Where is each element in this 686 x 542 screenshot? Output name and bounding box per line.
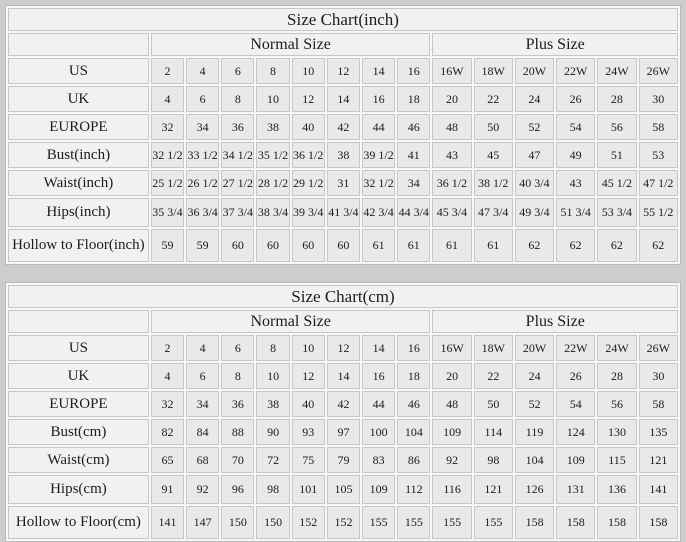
size-value-cell: 36 1/2 xyxy=(292,142,325,168)
size-value-cell: 4 xyxy=(151,363,184,389)
size-value-cell: 32 xyxy=(151,391,184,417)
row-label: EUROPE xyxy=(8,391,149,417)
size-value-cell: 26 xyxy=(556,86,595,112)
row-label: US xyxy=(8,335,149,361)
size-value-cell: 26W xyxy=(639,335,678,361)
row-label: US xyxy=(8,58,149,84)
size-value-cell: 109 xyxy=(432,419,471,445)
size-value-cell: 22 xyxy=(474,363,513,389)
size-value-cell: 62 xyxy=(597,229,636,262)
size-value-cell: 6 xyxy=(186,86,219,112)
size-value-cell: 46 xyxy=(397,114,430,140)
size-value-cell: 98 xyxy=(256,475,289,504)
size-value-cell: 152 xyxy=(327,506,360,539)
table-row xyxy=(8,506,678,539)
row-label: Hips(inch) xyxy=(8,198,149,227)
size-value-cell: 38 xyxy=(256,391,289,417)
size-value-cell: 28 xyxy=(597,86,636,112)
size-value-cell: 47 3/4 xyxy=(474,198,513,227)
size-value-cell: 2 xyxy=(151,58,184,84)
size-value-cell: 52 xyxy=(515,391,554,417)
size-value-cell: 56 xyxy=(597,114,636,140)
size-value-cell: 61 xyxy=(474,229,513,262)
size-value-cell: 38 xyxy=(327,142,360,168)
group-header-plus-size: Plus Size xyxy=(432,310,678,333)
table-row xyxy=(8,170,678,196)
table-title-row xyxy=(8,285,678,308)
size-value-cell: 24W xyxy=(597,58,636,84)
size-value-cell: 53 3/4 xyxy=(597,198,636,227)
size-value-cell: 44 xyxy=(362,114,395,140)
size-value-cell: 68 xyxy=(186,447,219,473)
row-label: EUROPE xyxy=(8,114,149,140)
group-header-row xyxy=(8,33,678,56)
size-value-cell: 58 xyxy=(639,391,678,417)
size-value-cell: 54 xyxy=(556,114,595,140)
size-value-cell: 49 xyxy=(556,142,595,168)
size-value-cell: 39 3/4 xyxy=(292,198,325,227)
size-value-cell: 98 xyxy=(474,447,513,473)
size-value-cell: 90 xyxy=(256,419,289,445)
size-value-cell: 44 3/4 xyxy=(397,198,430,227)
table-row xyxy=(8,114,678,140)
size-value-cell: 6 xyxy=(221,58,254,84)
size-value-cell: 4 xyxy=(186,335,219,361)
size-value-cell: 147 xyxy=(186,506,219,539)
size-value-cell: 36 1/2 xyxy=(432,170,471,196)
size-value-cell: 91 xyxy=(151,475,184,504)
size-chart-inch-table xyxy=(5,5,681,265)
size-value-cell: 115 xyxy=(597,447,636,473)
size-value-cell: 82 xyxy=(151,419,184,445)
size-value-cell: 48 xyxy=(432,391,471,417)
size-value-cell: 34 1/2 xyxy=(221,142,254,168)
table-row xyxy=(8,447,678,473)
size-value-cell: 101 xyxy=(292,475,325,504)
size-value-cell: 59 xyxy=(151,229,184,262)
size-value-cell: 60 xyxy=(327,229,360,262)
size-value-cell: 20W xyxy=(515,335,554,361)
size-value-cell: 16 xyxy=(397,58,430,84)
size-value-cell: 38 3/4 xyxy=(256,198,289,227)
size-value-cell: 35 3/4 xyxy=(151,198,184,227)
row-label: UK xyxy=(8,86,149,112)
size-value-cell: 42 3/4 xyxy=(362,198,395,227)
size-value-cell: 12 xyxy=(327,58,360,84)
size-value-cell: 135 xyxy=(639,419,678,445)
row-label: Waist(cm) xyxy=(8,447,149,473)
size-value-cell: 40 xyxy=(292,114,325,140)
size-value-cell: 152 xyxy=(292,506,325,539)
corner-cell xyxy=(8,33,149,56)
size-value-cell: 51 3/4 xyxy=(556,198,595,227)
table-row xyxy=(8,363,678,389)
row-label: Waist(inch) xyxy=(8,170,149,196)
size-value-cell: 62 xyxy=(639,229,678,262)
size-value-cell: 22W xyxy=(556,58,595,84)
size-value-cell: 14 xyxy=(362,58,395,84)
group-header-row xyxy=(8,310,678,333)
size-value-cell: 55 1/2 xyxy=(639,198,678,227)
size-value-cell: 31 xyxy=(327,170,360,196)
size-value-cell: 39 1/2 xyxy=(362,142,395,168)
size-value-cell: 43 xyxy=(432,142,471,168)
size-value-cell: 24W xyxy=(597,335,636,361)
size-value-cell: 126 xyxy=(515,475,554,504)
size-value-cell: 47 1/2 xyxy=(639,170,678,196)
size-value-cell: 20 xyxy=(432,363,471,389)
size-value-cell: 47 xyxy=(515,142,554,168)
size-value-cell: 6 xyxy=(186,363,219,389)
size-value-cell: 32 1/2 xyxy=(151,142,184,168)
size-value-cell: 88 xyxy=(221,419,254,445)
size-value-cell: 28 1/2 xyxy=(256,170,289,196)
size-value-cell: 70 xyxy=(221,447,254,473)
size-value-cell: 16 xyxy=(397,335,430,361)
size-value-cell: 42 xyxy=(327,114,360,140)
size-value-cell: 150 xyxy=(256,506,289,539)
group-header-normal-size: Normal Size xyxy=(151,310,431,333)
table-row xyxy=(8,229,678,262)
size-value-cell: 40 xyxy=(292,391,325,417)
size-value-cell: 60 xyxy=(256,229,289,262)
size-value-cell: 24 xyxy=(515,86,554,112)
size-value-cell: 36 3/4 xyxy=(186,198,219,227)
size-value-cell: 121 xyxy=(639,447,678,473)
size-value-cell: 36 xyxy=(221,114,254,140)
size-value-cell: 34 xyxy=(397,170,430,196)
size-value-cell: 83 xyxy=(362,447,395,473)
size-value-cell: 20 xyxy=(432,86,471,112)
size-value-cell: 61 xyxy=(362,229,395,262)
size-value-cell: 104 xyxy=(397,419,430,445)
size-value-cell: 109 xyxy=(362,475,395,504)
size-value-cell: 53 xyxy=(639,142,678,168)
size-value-cell: 56 xyxy=(597,391,636,417)
size-value-cell: 10 xyxy=(256,363,289,389)
size-value-cell: 124 xyxy=(556,419,595,445)
size-value-cell: 79 xyxy=(327,447,360,473)
size-value-cell: 114 xyxy=(474,419,513,445)
size-value-cell: 92 xyxy=(432,447,471,473)
size-value-cell: 51 xyxy=(597,142,636,168)
size-value-cell: 158 xyxy=(556,506,595,539)
size-value-cell: 34 xyxy=(186,114,219,140)
size-value-cell: 50 xyxy=(474,114,513,140)
size-value-cell: 46 xyxy=(397,391,430,417)
group-header-normal-size: Normal Size xyxy=(151,33,431,56)
size-value-cell: 104 xyxy=(515,447,554,473)
size-value-cell: 119 xyxy=(515,419,554,445)
size-value-cell: 52 xyxy=(515,114,554,140)
size-value-cell: 33 1/2 xyxy=(186,142,219,168)
size-value-cell: 62 xyxy=(515,229,554,262)
table-title: Size Chart(inch) xyxy=(8,8,678,31)
size-value-cell: 72 xyxy=(256,447,289,473)
size-value-cell: 38 1/2 xyxy=(474,170,513,196)
size-value-cell: 32 xyxy=(151,114,184,140)
size-value-cell: 26 xyxy=(556,363,595,389)
size-value-cell: 150 xyxy=(221,506,254,539)
table-title: Size Chart(cm) xyxy=(8,285,678,308)
size-value-cell: 84 xyxy=(186,419,219,445)
table-row xyxy=(8,335,678,361)
size-value-cell: 24 xyxy=(515,363,554,389)
size-value-cell: 116 xyxy=(432,475,471,504)
size-value-cell: 10 xyxy=(292,335,325,361)
table-row xyxy=(8,475,678,504)
table-title-row xyxy=(8,8,678,31)
size-value-cell: 20W xyxy=(515,58,554,84)
size-value-cell: 61 xyxy=(397,229,430,262)
size-value-cell: 41 xyxy=(397,142,430,168)
size-value-cell: 141 xyxy=(639,475,678,504)
size-value-cell: 26 1/2 xyxy=(186,170,219,196)
size-value-cell: 75 xyxy=(292,447,325,473)
size-value-cell: 22 xyxy=(474,86,513,112)
size-value-cell: 158 xyxy=(597,506,636,539)
size-value-cell: 58 xyxy=(639,114,678,140)
size-value-cell: 27 1/2 xyxy=(221,170,254,196)
size-value-cell: 8 xyxy=(256,58,289,84)
size-value-cell: 10 xyxy=(256,86,289,112)
size-value-cell: 22W xyxy=(556,335,595,361)
size-value-cell: 37 3/4 xyxy=(221,198,254,227)
size-value-cell: 32 1/2 xyxy=(362,170,395,196)
table-row xyxy=(8,198,678,227)
size-value-cell: 155 xyxy=(474,506,513,539)
size-value-cell: 42 xyxy=(327,391,360,417)
size-value-cell: 130 xyxy=(597,419,636,445)
size-value-cell: 112 xyxy=(397,475,430,504)
row-label: Bust(inch) xyxy=(8,142,149,168)
size-value-cell: 59 xyxy=(186,229,219,262)
size-value-cell: 49 3/4 xyxy=(515,198,554,227)
size-value-cell: 48 xyxy=(432,114,471,140)
size-value-cell: 40 3/4 xyxy=(515,170,554,196)
size-value-cell: 41 3/4 xyxy=(327,198,360,227)
size-value-cell: 105 xyxy=(327,475,360,504)
size-value-cell: 16 xyxy=(362,363,395,389)
size-value-cell: 36 xyxy=(221,391,254,417)
table-row xyxy=(8,86,678,112)
row-label: Hollow to Floor(inch) xyxy=(8,229,149,262)
size-value-cell: 45 1/2 xyxy=(597,170,636,196)
size-value-cell: 62 xyxy=(556,229,595,262)
size-value-cell: 65 xyxy=(151,447,184,473)
size-value-cell: 35 1/2 xyxy=(256,142,289,168)
size-value-cell: 43 xyxy=(556,170,595,196)
size-value-cell: 45 xyxy=(474,142,513,168)
size-value-cell: 16W xyxy=(432,335,471,361)
row-label: Hips(cm) xyxy=(8,475,149,504)
size-value-cell: 30 xyxy=(639,363,678,389)
size-value-cell: 38 xyxy=(256,114,289,140)
size-value-cell: 45 3/4 xyxy=(432,198,471,227)
size-value-cell: 96 xyxy=(221,475,254,504)
size-value-cell: 92 xyxy=(186,475,219,504)
size-value-cell: 60 xyxy=(221,229,254,262)
size-value-cell: 18 xyxy=(397,86,430,112)
size-value-cell: 61 xyxy=(432,229,471,262)
row-label: Bust(cm) xyxy=(8,419,149,445)
table-row xyxy=(8,391,678,417)
size-value-cell: 6 xyxy=(221,335,254,361)
size-value-cell: 8 xyxy=(221,363,254,389)
row-label: Hollow to Floor(cm) xyxy=(8,506,149,539)
size-value-cell: 25 1/2 xyxy=(151,170,184,196)
size-chart-cm-table xyxy=(5,282,681,542)
size-value-cell: 8 xyxy=(256,335,289,361)
size-value-cell: 12 xyxy=(292,363,325,389)
size-value-cell: 16W xyxy=(432,58,471,84)
size-value-cell: 54 xyxy=(556,391,595,417)
size-value-cell: 18 xyxy=(397,363,430,389)
size-value-cell: 141 xyxy=(151,506,184,539)
table-row xyxy=(8,58,678,84)
size-value-cell: 4 xyxy=(186,58,219,84)
size-value-cell: 97 xyxy=(327,419,360,445)
size-value-cell: 18W xyxy=(474,335,513,361)
size-value-cell: 50 xyxy=(474,391,513,417)
size-value-cell: 100 xyxy=(362,419,395,445)
size-value-cell: 86 xyxy=(397,447,430,473)
size-value-cell: 155 xyxy=(362,506,395,539)
size-value-cell: 26W xyxy=(639,58,678,84)
size-value-cell: 12 xyxy=(292,86,325,112)
size-value-cell: 158 xyxy=(515,506,554,539)
size-value-cell: 136 xyxy=(597,475,636,504)
corner-cell xyxy=(8,310,149,333)
size-value-cell: 44 xyxy=(362,391,395,417)
size-value-cell: 155 xyxy=(432,506,471,539)
size-value-cell: 93 xyxy=(292,419,325,445)
table-row xyxy=(8,419,678,445)
size-value-cell: 4 xyxy=(151,86,184,112)
size-value-cell: 14 xyxy=(327,363,360,389)
size-value-cell: 8 xyxy=(221,86,254,112)
size-value-cell: 60 xyxy=(292,229,325,262)
size-value-cell: 158 xyxy=(639,506,678,539)
size-value-cell: 2 xyxy=(151,335,184,361)
size-value-cell: 16 xyxy=(362,86,395,112)
table-row xyxy=(8,142,678,168)
size-value-cell: 10 xyxy=(292,58,325,84)
size-value-cell: 155 xyxy=(397,506,430,539)
size-value-cell: 12 xyxy=(327,335,360,361)
size-value-cell: 14 xyxy=(362,335,395,361)
size-value-cell: 18W xyxy=(474,58,513,84)
row-label: UK xyxy=(8,363,149,389)
size-value-cell: 14 xyxy=(327,86,360,112)
size-value-cell: 109 xyxy=(556,447,595,473)
size-value-cell: 34 xyxy=(186,391,219,417)
size-value-cell: 28 xyxy=(597,363,636,389)
size-value-cell: 131 xyxy=(556,475,595,504)
size-value-cell: 121 xyxy=(474,475,513,504)
group-header-plus-size: Plus Size xyxy=(432,33,678,56)
size-value-cell: 30 xyxy=(639,86,678,112)
size-value-cell: 29 1/2 xyxy=(292,170,325,196)
